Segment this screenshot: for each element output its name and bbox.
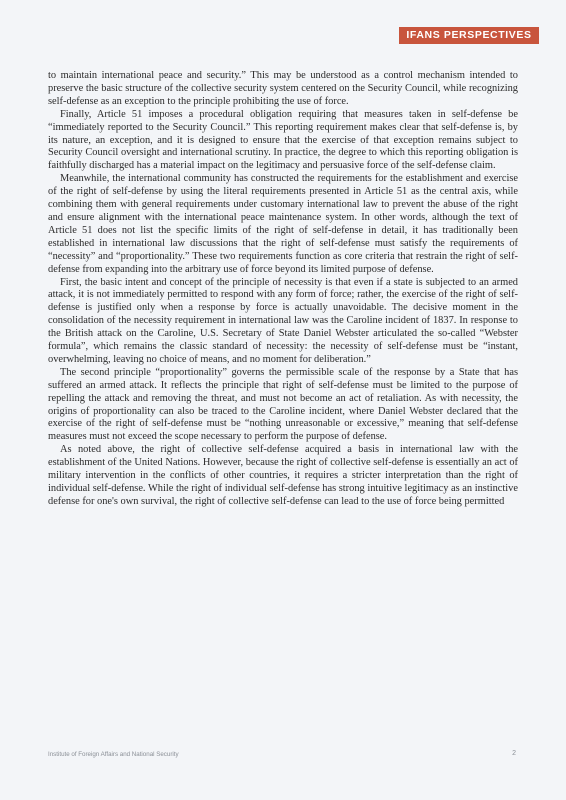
paragraph-2: Finally, Article 51 imposes a procedural obligation requiring that measures taken in self-defense be “immediately reported to the Security Council.” This reporting requirement makes clear that self-defense is, by its nature, an exception, and it is designed to ensure that the exercise of that exception remains subject to Security Council oversight and international scrutiny. In practice, the degree to which this reporting obligation is faithfully discharged has a material impact on the legitimacy and persuasive force of the self-defense claim. (48, 108, 518, 172)
footer-institute-name: Institute of Foreign Affairs and National Security (48, 751, 179, 758)
paragraph-6: As noted above, the right of collective self-defense acquired a basis in international law with the establishment of the United Nations. However, because the right of collective self-defense is essentially an act of military intervention in the conflicts of other countries, it requires a stricter interpretation than the right of individual self-defense. While the right of individual self-defense has strong intuitive legitimacy as an instinctive defense for one's own survival, the right of collective self-defense can lead to the use of force being permitted (48, 444, 518, 507)
page-number: 2 (512, 750, 516, 757)
paragraph-4: First, the basic intent and concept of the principle of necessity is that even if a state is subjected to an armed attack, it is not immediately permitted to respond with any form of force; rather, the exercise of the right of self-defense is justified only when a response by force is actually unavoidable. The decisive moment in the consolidation of the necessity requirement in international law was the Caroline incident of 1837. In response to the British attack on the Caroline, U.S. Secretary of State Daniel Webster articulated the so-called “Webster formula”, which remains the classic standard of necessity: the necessity of self-defense must be “instant, overwhelming, leaving no choice of means, and no moment for deliberation.” (48, 276, 518, 365)
paragraph-1: to maintain international peace and security.” This may be understood as a control mechanism intended to preserve the basic structure of the collective security system centered on the Security Council, while recognizing self-defense as an exception to the principle prohibiting the use of force. (48, 70, 518, 107)
article-body (48, 70, 518, 509)
section-header-badge: IFANS PERSPECTIVES (399, 27, 539, 44)
paragraph-5: The second principle “proportionality” governs the permissible scale of the response by a State that has suffered an armed attack. It reflects the principle that right of self-defense must be limited to the purpose of repelling the attack and removing the threat, and must not become an act of retaliation. As with necessity, the origins of proportionality can also be traced to the Caroline incident, where Daniel Webster declared that the exercise of the right of self-defense must be “nothing unreasonable or excessive,” meaning that self-defense measures must not exceed the scope necessary to perform the purpose of defense. (48, 366, 518, 443)
paragraph-3: Meanwhile, the international community has constructed the requirements for the establishment and exercise of the right of self-defense by using the literal requirements presented in Article 51 as the central axis, while combining them with general requirements under customary international law to prevent the abuse of the right and ensure alignment with the international peace maintenance system. In other words, although the text of Article 51 does not list the specific limits of the right of self-defense in detail, it has traditionally been established in international law discussions that the right of self-defense must satisfy the requirements of “necessity” and “proportionality.” These two requirements function as core criteria that restrain the right of self-defense from expanding into the arbitrary use of force beyond its limited purpose of defense. (48, 173, 518, 275)
